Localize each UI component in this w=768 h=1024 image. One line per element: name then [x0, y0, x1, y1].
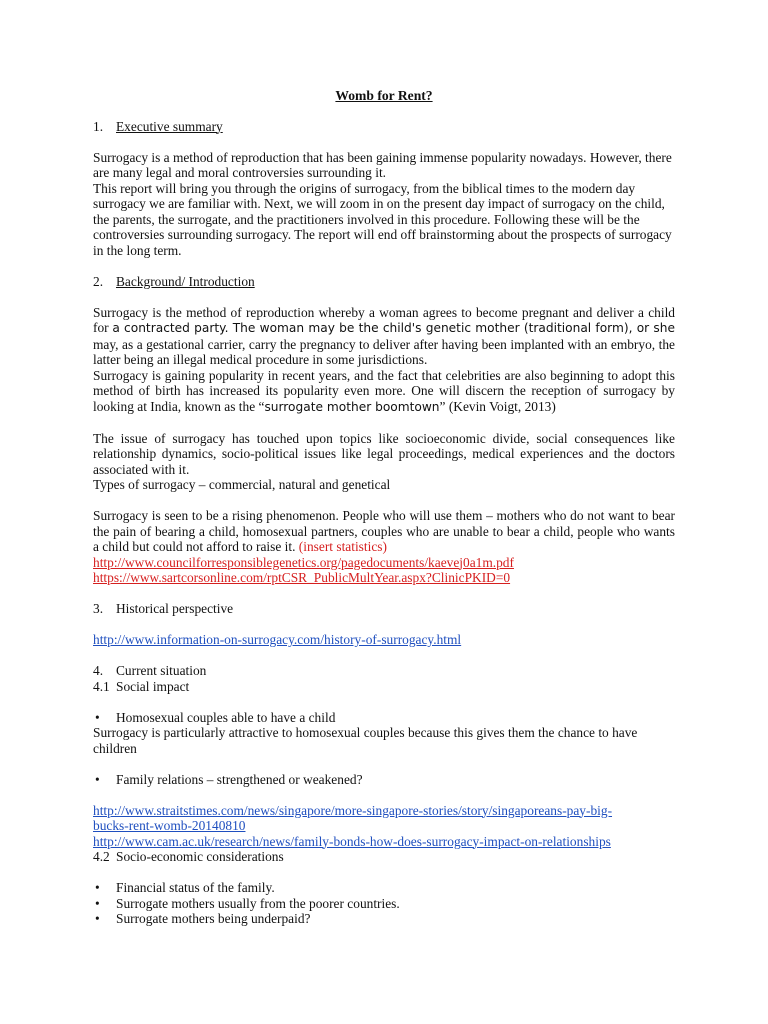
paragraph: The issue of surrogacy has touched upon topics like socioeconomic divide, social consequences like relationship dynamics, socio-political issues like legal proceedings, medical experiences and the doctors associated with it. [93, 430, 675, 477]
section-1-heading [93, 119, 675, 135]
reference-link[interactable]: http://www.councilforresponsiblegenetics.org/pagedocuments/kaevej0a1m.pdf [93, 554, 514, 570]
section-title: Historical perspective [116, 601, 234, 616]
section-number: 1. [93, 118, 104, 134]
paragraph: Surrogacy is particularly attractive to homosexual couples because this gives them the chance to have children [93, 725, 638, 756]
document-title: Womb for Rent? [335, 88, 433, 103]
reference-link[interactable]: http://www.cam.ac.uk/research/news/family-bonds-how-does-surrogacy-impact-on-relationships [93, 833, 611, 849]
paragraph: Surrogacy is a method of reproduction that has been gaining immense popularity nowadays. However, there are many legal and moral controversies surrounding it. [93, 149, 672, 180]
subsection-number: 4.2 [93, 849, 110, 864]
reference-link[interactable]: https://www.sartcorsonline.com/rptCSR_PublicMultYear.aspx?ClinicPKID=0 [93, 570, 511, 585]
list-item: • Financial status of the family. [95, 880, 275, 895]
subsection-number: 4.1 [93, 678, 110, 694]
paragraph: This report will bring you through the origins of surrogacy, from the biblical times to the modern day surrogacy we are familiar with. Next, we will zoom in on the present day impact of surrogacy on the child, the parents, the surrogate, and the practitioners involved in this procedure. Following these will be the controversies surrounding surrogacy. The report will end off brainstorming about the prospects of surrogacy in the long term. [93, 180, 672, 258]
subsection-title: Socio-economic considerations [116, 849, 284, 864]
section-title: Current situation [116, 663, 207, 678]
reference-link[interactable]: http://www.straitstimes.com/news/singapore/more-singapore-stories/story/singaporeans-pay-big- bucks-rent-womb-20140810 [93, 802, 613, 833]
list-item: • Surrogate mothers usually from the poorer countries. [95, 895, 400, 911]
subsection-title: Social impact [116, 678, 190, 694]
paragraph: Surrogacy is gaining popularity in recent years, and the fact that celebrities are also beginning to adopt this method of birth has increased its popularity even more. One will discern the reception of surrogacy by looking at India, known as the “surrogate mother boomtown” (Kevin Voigt, 2013) [93, 367, 675, 414]
section-number: 2. [93, 273, 104, 289]
bullet-icon: • [95, 709, 100, 725]
section-number: 4. [93, 663, 104, 678]
bullet-icon: • [95, 911, 100, 926]
list-item: • Surrogate mothers being underpaid? [95, 911, 311, 926]
section-4-heading [93, 663, 675, 679]
insert-statistics-note: (insert statistics) [298, 539, 387, 554]
paragraph: Types of surrogacy – commercial, natural and genetical [93, 477, 391, 492]
bullet-list [93, 772, 675, 788]
paragraph: Surrogacy is seen to be a rising phenomenon. People who will use them – mothers who do not want to bear the pain of bearing a child, homosexual partners, couples who are unable to bear a child, people who wants a child but could not afford to raise it. (insert statistics) [93, 508, 675, 554]
subsection-4-1-heading [93, 679, 675, 695]
bullet-list [93, 880, 675, 927]
subsection-4-2-heading [93, 849, 675, 865]
paragraph: Surrogacy is the method of reproduction whereby a woman agrees to become pregnant and deliver a child for a contracted party. The woman may be the child's genetic mother (traditional form), or she may, as a gestational carrier, carry the pregnancy to deliver after having been implanted with an embryo, the latter being an illegal medical procedure in some jurisdictions. [93, 304, 675, 367]
section-2-heading [93, 274, 675, 290]
bullet-icon: • [95, 895, 100, 911]
section-number: 3. [93, 601, 104, 616]
list-item: • Homosexual couples able to have a child [95, 709, 336, 725]
bullet-icon: • [95, 771, 100, 787]
bullet-list [93, 710, 675, 726]
section-title: Executive summary [116, 118, 223, 134]
section-3-heading [93, 601, 675, 617]
bullet-icon: • [95, 880, 100, 895]
section-title: Background/ Introduction [116, 273, 255, 289]
list-item: • Family relations – strengthened or weakened? [95, 771, 363, 787]
reference-link[interactable]: http://www.information-on-surrogacy.com/history-of-surrogacy.html [93, 632, 462, 647]
